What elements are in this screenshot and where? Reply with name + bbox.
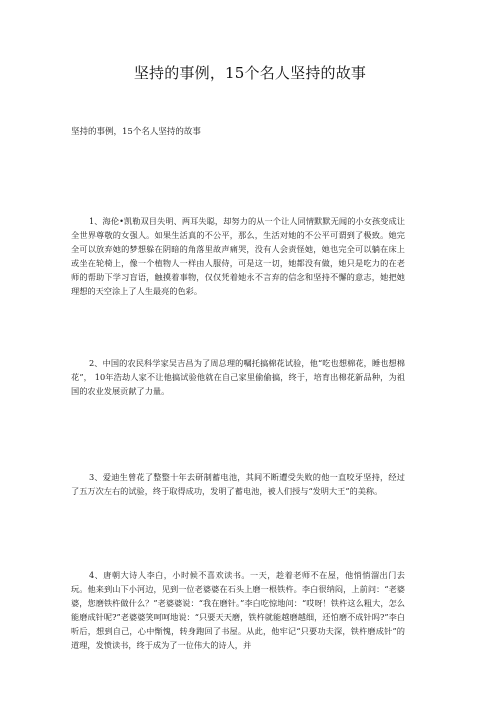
paragraph-4: 4、唐朝大诗人李白，小时候不喜欢读书。一天，趁着老师不在屋，他悄悄溜出门去玩。他来到山下小河边，见到一位老婆婆在石头上磨一根铁杵。李白很纳闷，上前问：“老婆婆，您磨铁杵做什么？”老婆婆说：“我在磨针。”李白吃惊地问：“哎呀！铁杵这么粗大，怎么能磨成针呢?”老婆婆笑呵呵地说：“只要天天磨，铁杵就能越磨越细，还怕磨不成针吗?”李白听后，想到自己，心中惭愧，转身跑回了书屋。从此，他牢记“只要功夫深，铁杵磨成针”的道理，发愤读书，终于成为了一位伟大的诗人，并 bbox=[71, 570, 405, 651]
paragraph-3: 3、爱迪生曾花了整整十年去研制蓄电池，其间不断遭受失败的他一直咬牙坚持，经过了五万次左右的试验，终于取得成功，发明了蓄电池，被人们授与“发明大王”的美称。 bbox=[71, 472, 405, 497]
paragraph-2: 2、中国的农民科学家吴吉昌为了周总理的嘱托搞棉花试验，他“吃也想棉花，睡也想棉花”， 10年浩劫人家不让他搞试验他就在自己家里偷偷搞，终于，培育出棉花新品种，为祖国的农业发展贡献了力量。 bbox=[71, 358, 405, 397]
document-subtitle: 坚持的事例，15个名人坚持的故事 bbox=[71, 127, 201, 137]
page-title: 坚持的事例，15个名人坚持的故事 bbox=[133, 64, 367, 82]
paragraph-1: 1、海伦•凯勒双目失明、两耳失聪，却努力的从一个让人同情默默无闻的小女孩变成让全世界尊敬的女强人。如果生活真的不公平，那么，生活对她的不公平可谓到了极致。她完全可以放弃她的梦想躲在阴暗的角落里故声痛哭，没有人会责怪她，她也完全可以躺在床上或坐在轮椅上，像一个植物人一样由人服侍，可是这一切，她都没有做，她只是吃力的在老师的帮助下学习盲语，触摸着事物，仅仅凭着她永不言弃的信念和坚持不懈的意志，她把她理想的天空涂上了人生最亮的色彩。 bbox=[71, 216, 405, 297]
